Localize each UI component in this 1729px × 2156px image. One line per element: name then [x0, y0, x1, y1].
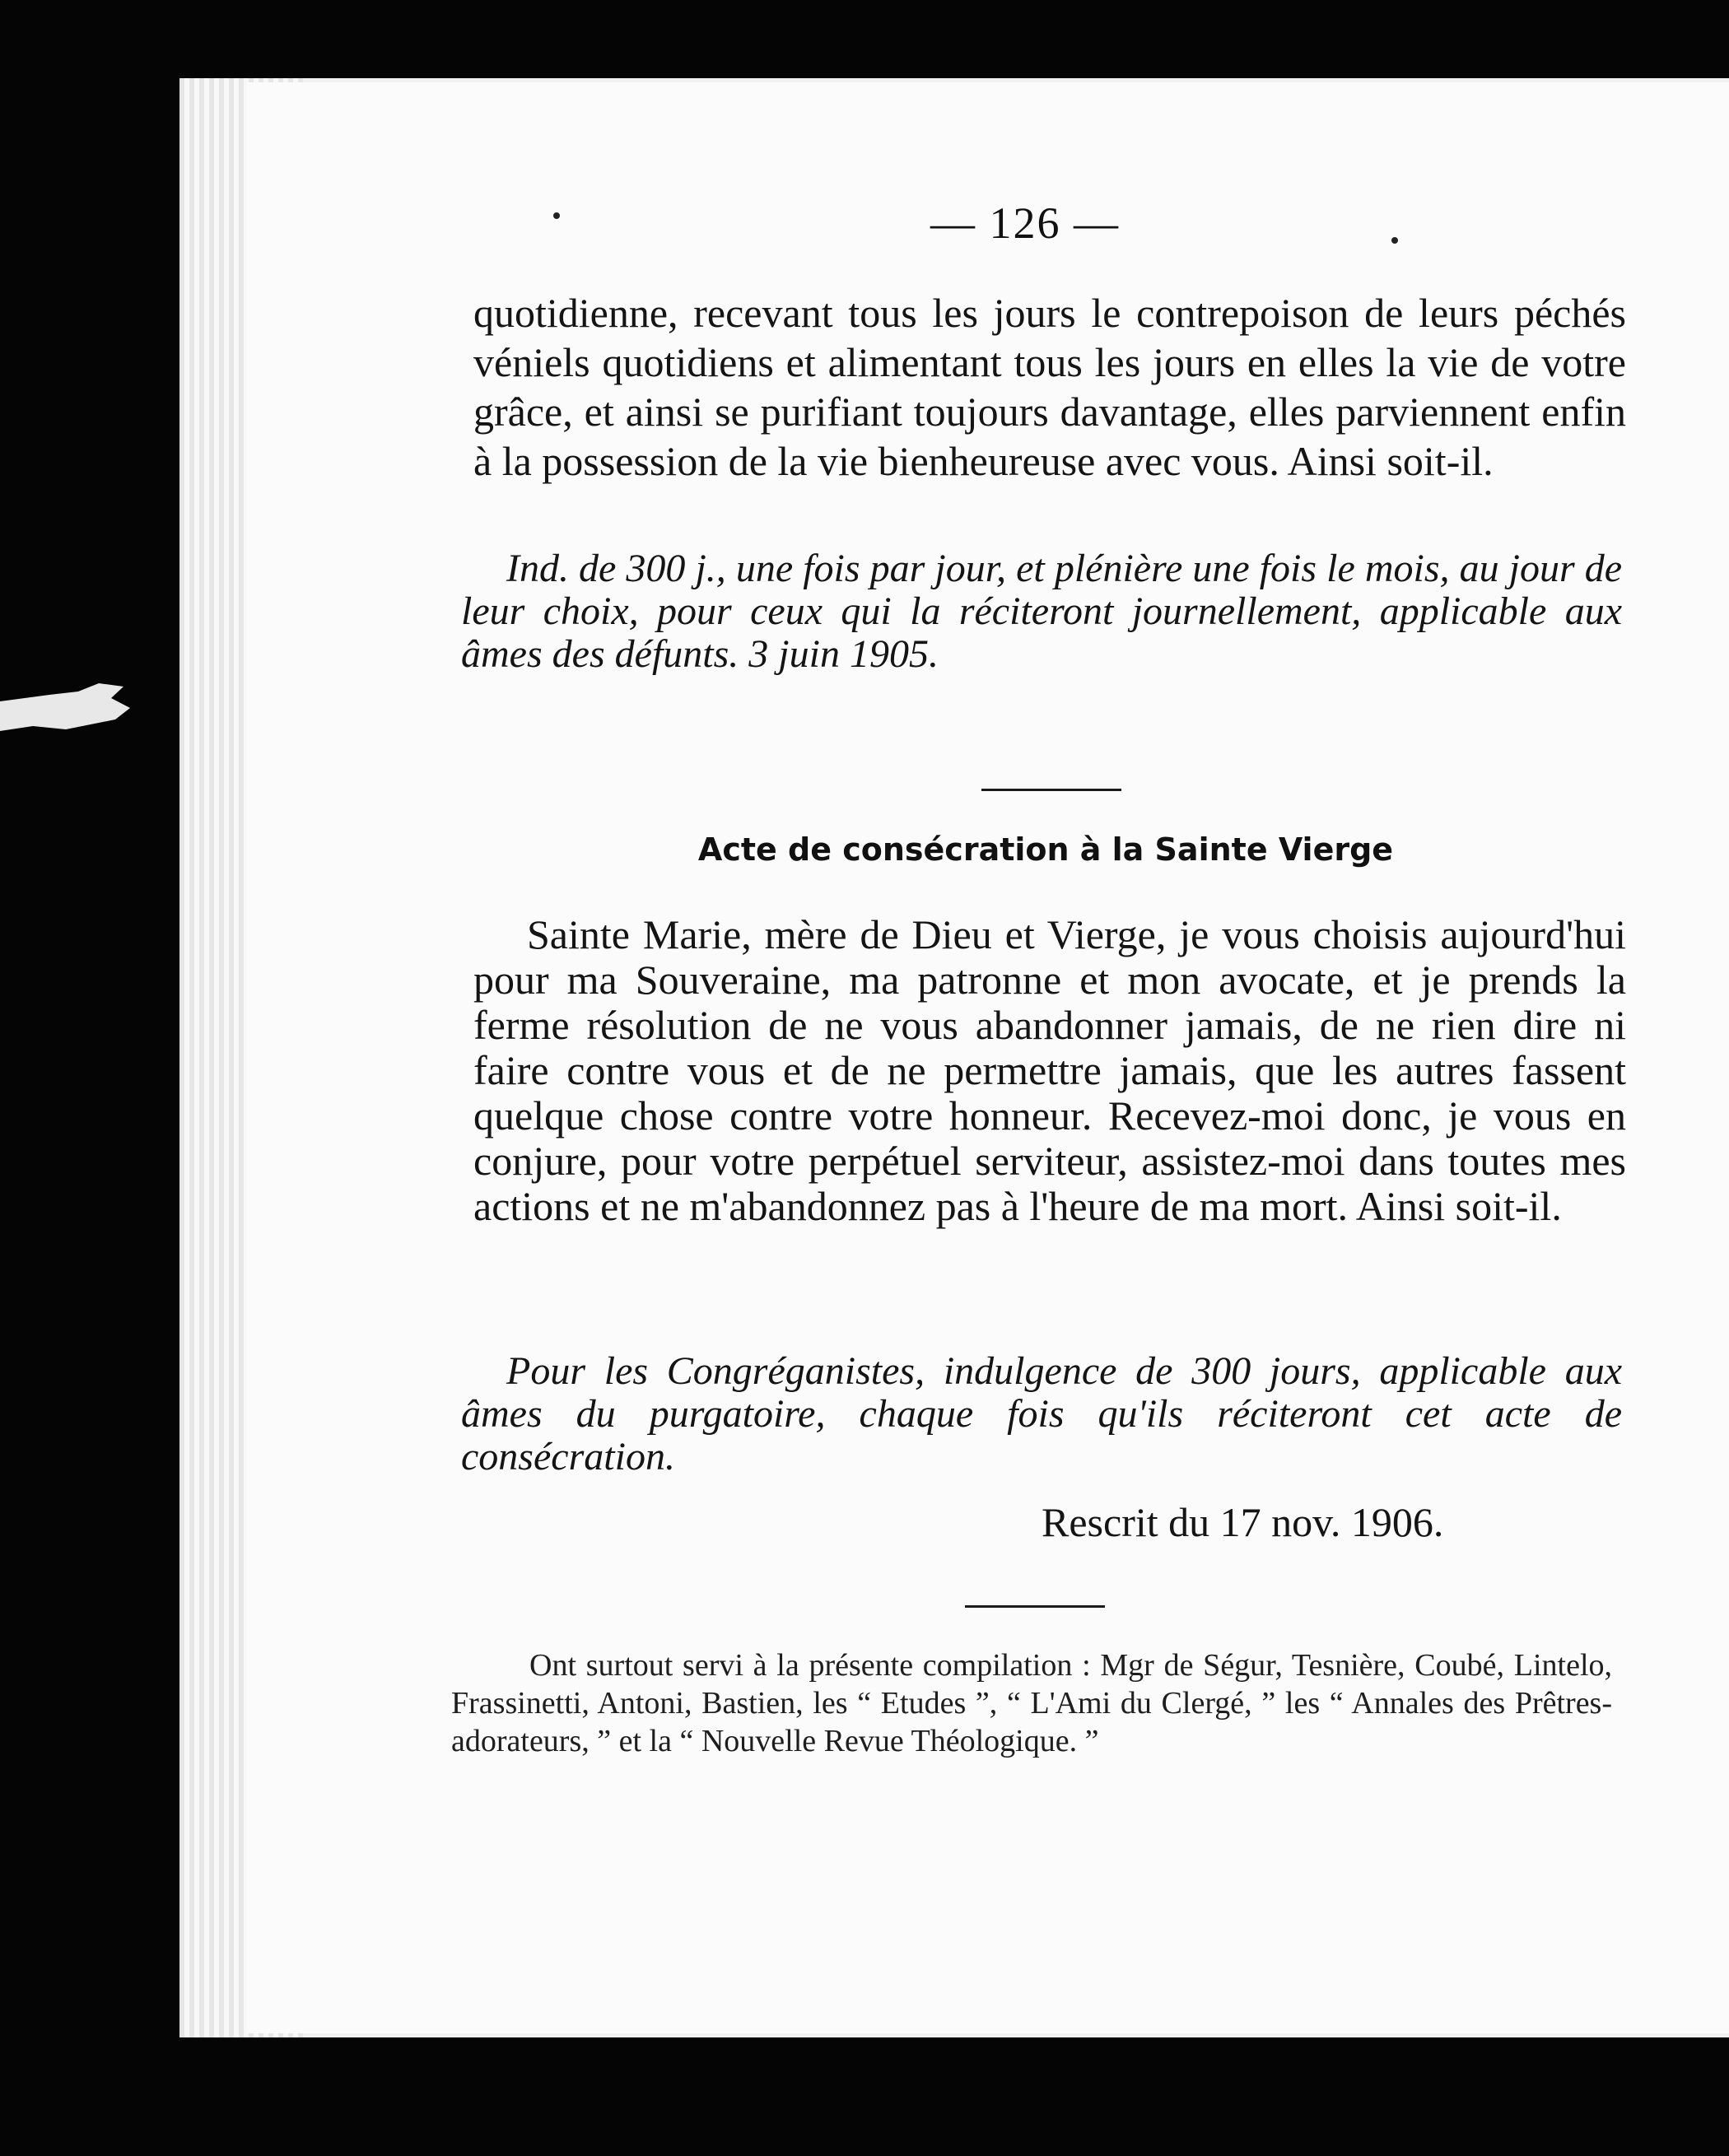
footnote-divider [965, 1605, 1105, 1608]
paragraph-prayer-end: quotidienne, recevant tous les jours le contrepoison de leurs péchés véniels quotidiens et alimentant tous les jours en elles la vie de votre grâce, et ainsi se purifiant toujours davantage, elles parviennent enfin à la possession de la vie bienheureuse avec vous. Ainsi soit-il. [473, 290, 1626, 484]
indulgence-note-2: Pour les Congréganistes, indulgence de 300 jours, applicable aux âmes du purgatoire, chaque fois qu'ils réciteront cet acte de consécration. [461, 1349, 1622, 1478]
speck [1391, 237, 1398, 244]
indulgence-note-1: Ind. de 300 j., une fois par jour, et plénière une fois le mois, au jour de leur choix, pour ceux qui la réciteront journellement, applicable aux âmes des défunts. 3 juin 1905. [461, 547, 1622, 676]
page-number: — 126 — [930, 198, 1120, 248]
speck [553, 212, 560, 219]
torn-paper-scrap [0, 683, 132, 741]
section-heading: Acte de consécration à la Sainte Vierge [697, 831, 1394, 868]
footnote-sources: Ont surtout servi à la présente compilation : Mgr de Ségur, Tesnière, Coubé, Lintelo, Frassinetti, Antoni, Bastien, les “ Etudes ”, “ L'Ami du Clergé, ” les “ Annales des Prêtres-adorateurs, ” et la “ Nouvelle Revue Théologique. ” [451, 1648, 1612, 1758]
section-divider [981, 789, 1121, 791]
paragraph-consecration: Sainte Marie, mère de Dieu et Vierge, je vous choisis aujourd'hui pour ma Souveraine, ma patronne et mon avocate, et je prends la ferme résolution de ne vous abandonner jamais, de ne rien dire ni faire contre vous et de ne permettre jamais, que les autres fassent quelque chose contre votre honneur. Recevez-moi donc, je vous en conjure, pour votre perpétuel serviteur, assistez-moi dans toutes mes actions et ne m'abandonnez pas à l'heure de ma mort. Ainsi soit-il. [473, 911, 1626, 1229]
rescrit-date: Rescrit du 17 nov. 1906. [1042, 1499, 1444, 1545]
